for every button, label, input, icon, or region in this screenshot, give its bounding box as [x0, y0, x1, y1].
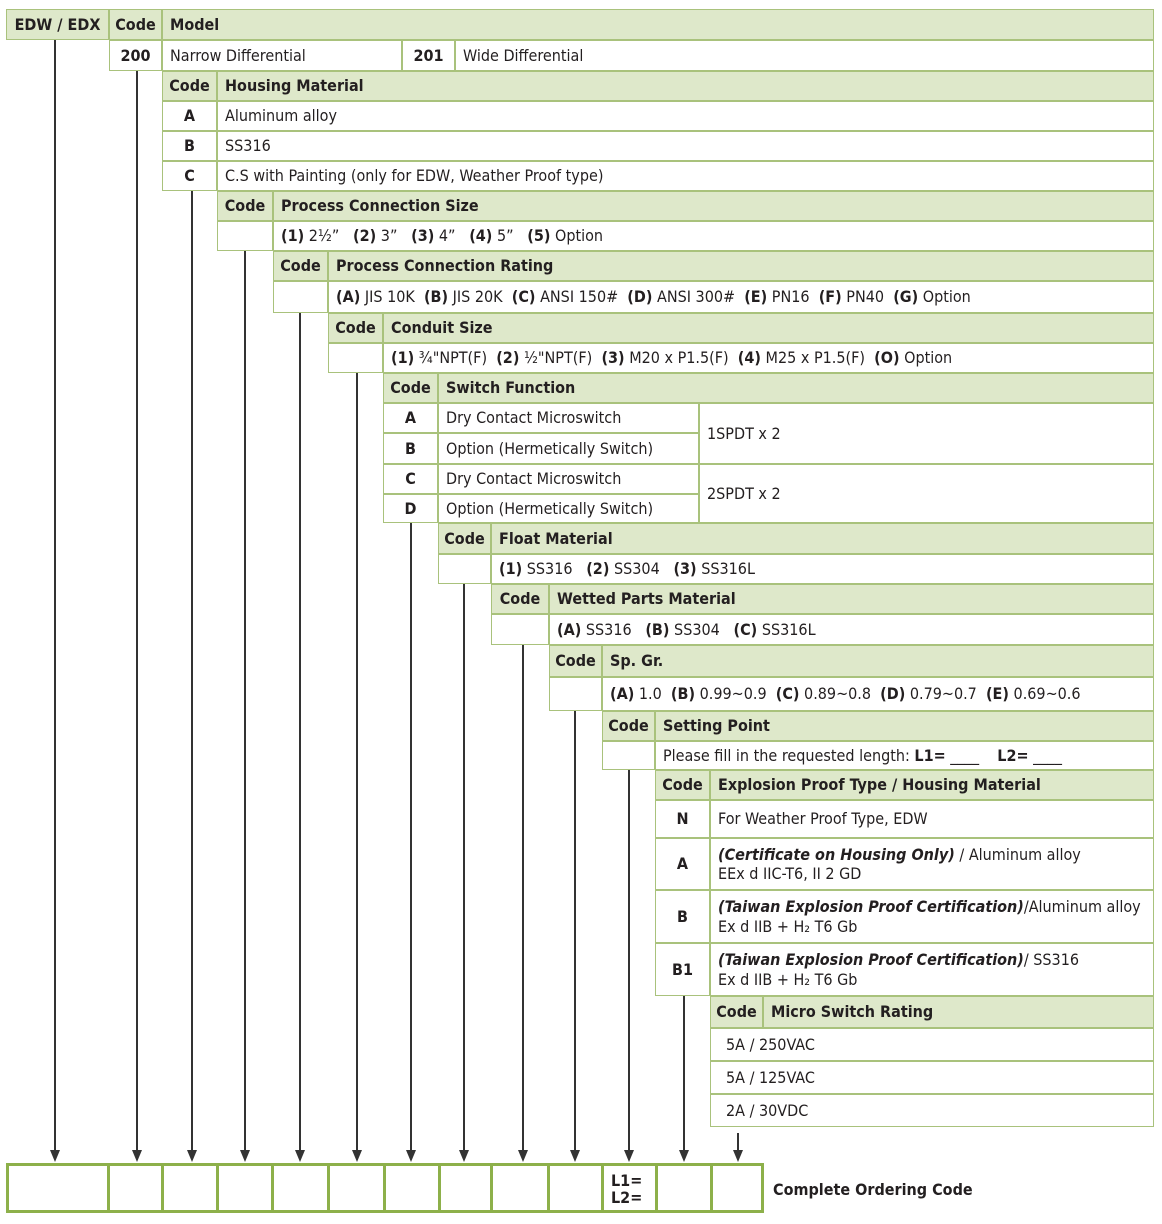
pcr-title: Process Connection Rating: [328, 251, 1154, 281]
pcr-option: (B) JIS 20K: [423, 287, 503, 307]
setting-title: Setting Point: [655, 711, 1154, 741]
arrow-line: [356, 373, 358, 1152]
model-code-header: Code: [109, 9, 162, 40]
conduit-code-header: Code: [328, 313, 383, 343]
order-setting-labels: L1= L2=: [611, 1171, 643, 1207]
switch-group-2spdt: 2SPDT x 2: [699, 464, 1154, 523]
pcs-title: Process Connection Size: [273, 191, 1154, 221]
conduit-option: (3) M20 x P1.5(F): [601, 348, 729, 368]
pcr-option: (F) PN40: [818, 287, 885, 307]
order-box-series[interactable]: [6, 1163, 110, 1213]
explosion-desc-n: For Weather Proof Type, EDW: [710, 800, 1154, 838]
pcs-options: [273, 221, 1154, 251]
pcr-option: (C) ANSI 150#: [511, 287, 619, 307]
pcs-option: (4) 5”: [469, 226, 514, 246]
arrow-line: [299, 313, 301, 1152]
housing-code-header: Code: [162, 71, 217, 101]
spgr-option: (B) 0.99~0.9: [670, 684, 767, 704]
micro-rating-row: 2A / 30VDC: [710, 1094, 1154, 1127]
float-title: Float Material: [491, 523, 1154, 554]
arrow-line: [463, 584, 465, 1152]
switch-desc-d: Option (Hermetically Switch): [438, 494, 699, 523]
wetted-option: (B) SS304: [645, 619, 720, 639]
order-box-micro[interactable]: [710, 1163, 764, 1213]
arrow-head-icon: [50, 1150, 60, 1162]
arrow-head-icon: [240, 1150, 250, 1162]
pcr-option: (E) PN16: [744, 287, 810, 307]
model-name-201: Wide Differential: [455, 40, 1154, 71]
explosion-title: Explosion Proof Type / Housing Material: [710, 770, 1154, 800]
housing-desc-c: C.S with Painting (only for EDW, Weather Proof type): [217, 161, 1154, 191]
arrow-head-icon: [295, 1150, 305, 1162]
arrow-line: [136, 71, 138, 1152]
edw-edx-header: EDW / EDX: [6, 9, 109, 40]
micro-code-header: Code: [710, 996, 763, 1028]
arrow-head-icon: [352, 1150, 362, 1162]
pcr-code-blank: [273, 281, 328, 313]
l2-blank: ____: [1033, 745, 1062, 765]
housing-title: Housing Material: [217, 71, 1154, 101]
housing-code-c: C: [162, 161, 217, 191]
micro-rating-row: 5A / 125VAC: [710, 1061, 1154, 1094]
switch-code-c: C: [383, 464, 438, 494]
housing-desc-b: SS316: [217, 131, 1154, 161]
micro-rating-row: 5A / 250VAC: [710, 1028, 1154, 1061]
spgr-title: Sp. Gr.: [602, 645, 1154, 677]
order-box-spgr[interactable]: [547, 1163, 604, 1213]
pcs-code-header: Code: [217, 191, 273, 221]
float-code-blank: [438, 554, 491, 584]
spgr-option: (D) 0.79~0.7: [880, 684, 977, 704]
switch-code-b: B: [383, 433, 438, 464]
conduit-options: [383, 343, 1154, 373]
switch-code-a: A: [383, 403, 438, 433]
order-box-switch[interactable]: [383, 1163, 441, 1213]
model-title: Model: [162, 9, 1154, 40]
conduit-option: (2) ½"NPT(F): [496, 348, 593, 368]
float-options: [491, 554, 1154, 584]
arrow-head-icon: [187, 1150, 197, 1162]
conduit-option: (1) ¾"NPT(F): [391, 348, 488, 368]
arrow-line: [628, 770, 630, 1152]
arrow-line: [54, 40, 56, 1152]
wetted-code-header: Code: [491, 584, 549, 614]
spgr-option: (C) 0.89~0.8: [775, 684, 872, 704]
pcs-option: (5) Option: [527, 226, 604, 246]
switch-title: Switch Function: [438, 373, 1154, 403]
spgr-code-header: Code: [549, 645, 602, 677]
explosion-code-header: Code: [655, 770, 710, 800]
arrow-line: [410, 523, 412, 1152]
arrow-line: [574, 711, 576, 1152]
pcr-option: (A) JIS 10K: [336, 287, 415, 307]
switch-code-d: D: [383, 494, 438, 523]
housing-code-b: B: [162, 131, 217, 161]
explosion-code-b: B: [655, 890, 710, 943]
l1-blank: ____: [950, 745, 980, 765]
spgr-options: [602, 677, 1154, 711]
complete-ordering-code-label: Complete Ordering Code: [773, 1180, 973, 1199]
switch-desc-a: Dry Contact Microswitch: [438, 403, 699, 433]
arrow-line: [683, 996, 685, 1152]
setting-code-header: Code: [602, 711, 655, 741]
explosion-code-b1: B1: [655, 943, 710, 996]
spgr-code-blank: [549, 677, 602, 711]
arrow-head-icon: [624, 1150, 634, 1162]
order-box-connection-size[interactable]: [216, 1163, 274, 1213]
arrow-line: [191, 191, 193, 1152]
wetted-title: Wetted Parts Material: [549, 584, 1154, 614]
switch-desc-c: Dry Contact Microswitch: [438, 464, 699, 494]
switch-code-header: Code: [383, 373, 438, 403]
order-box-wetted[interactable]: [490, 1163, 550, 1213]
pcs-option: (2) 3”: [353, 226, 398, 246]
arrow-line: [244, 251, 246, 1152]
model-code-200: 200: [109, 40, 162, 71]
switch-group-1spdt: 1SPDT x 2: [699, 403, 1154, 464]
float-option: (2) SS304: [586, 559, 660, 579]
float-option: (3) SS316L: [673, 559, 755, 579]
spgr-option: (E) 0.69~0.6: [985, 684, 1081, 704]
wetted-code-blank: [491, 614, 549, 645]
conduit-option: (O) Option: [874, 348, 953, 368]
wetted-option: (C) SS316L: [733, 619, 816, 639]
pcs-option: (1) 2½”: [281, 226, 340, 246]
arrow-head-icon: [459, 1150, 469, 1162]
pcr-option: (D) ANSI 300#: [627, 287, 736, 307]
order-box-float[interactable]: [438, 1163, 493, 1213]
housing-desc-a: Aluminum alloy: [217, 101, 1154, 131]
arrow-head-icon: [132, 1150, 142, 1162]
spgr-option: (A) 1.0: [610, 684, 662, 704]
pcr-option: (G) Option: [893, 287, 971, 307]
arrow-head-icon: [518, 1150, 528, 1162]
float-option: (1) SS316: [499, 559, 573, 579]
housing-code-a: A: [162, 101, 217, 131]
arrow-line: [522, 645, 524, 1152]
order-box-setting[interactable]: [601, 1163, 658, 1213]
setting-code-blank: [602, 741, 655, 770]
explosion-desc-a: (Certificate on Housing Only) / Aluminum alloy EEx d IIC-T6, II 2 GD: [710, 838, 1154, 890]
order-box-model[interactable]: [107, 1163, 164, 1213]
explosion-desc-b1: (Taiwan Explosion Proof Certification)/ SS316 Ex d IIB + H₂ T6 Gb: [710, 943, 1154, 996]
pcr-code-header: Code: [273, 251, 328, 281]
pcs-code-blank: [217, 221, 273, 251]
switch-desc-b: Option (Hermetically Switch): [438, 433, 699, 464]
order-box-connection-rating[interactable]: [271, 1163, 330, 1213]
wetted-options: [549, 614, 1154, 645]
order-box-explosion[interactable]: [655, 1163, 713, 1213]
wetted-option: (A) SS316: [557, 619, 632, 639]
arrow-head-icon: [679, 1150, 689, 1162]
explosion-desc-b: (Taiwan Explosion Proof Certification)/Aluminum alloy Ex d IIB + H₂ T6 Gb: [710, 890, 1154, 943]
float-code-header: Code: [438, 523, 491, 554]
explosion-code-a: A: [655, 838, 710, 890]
arrow-head-icon: [570, 1150, 580, 1162]
order-box-housing[interactable]: [161, 1163, 219, 1213]
conduit-code-blank: [328, 343, 383, 373]
conduit-option: (4) M25 x P1.5(F): [737, 348, 866, 368]
setting-text: Please fill in the requested length: L1= ____ L2= ____: [655, 741, 1154, 770]
model-name-200: Narrow Differential: [162, 40, 402, 71]
order-box-conduit[interactable]: [327, 1163, 386, 1213]
model-code-201: 201: [402, 40, 455, 71]
explosion-code-n: N: [655, 800, 710, 838]
conduit-title: Conduit Size: [383, 313, 1154, 343]
micro-title: Micro Switch Rating: [763, 996, 1154, 1028]
pcr-options: [328, 281, 1154, 313]
arrow-head-icon: [406, 1150, 416, 1162]
arrow-head-icon: [733, 1150, 743, 1162]
pcs-option: (3) 4”: [411, 226, 456, 246]
